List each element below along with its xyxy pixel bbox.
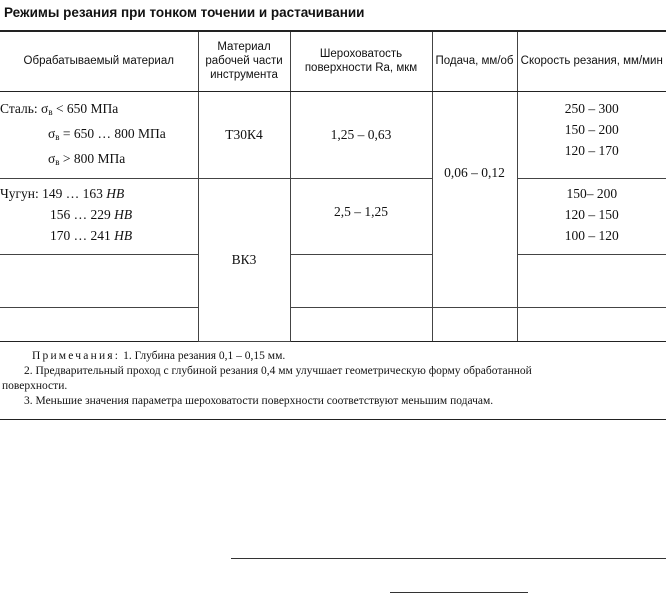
empty-cell (290, 254, 432, 307)
note-3: 3. Меньшие значения параметра шероховатости поверхности соответствуют меньшим подачам. (24, 395, 494, 407)
iron-label: Чугун: (0, 185, 43, 201)
steel-range-3: > 800 МПа (59, 150, 126, 166)
cutting-modes-table (0, 30, 666, 342)
header-speed: Скорость резания, мм/мин (517, 31, 666, 91)
empty-cell (0, 307, 198, 341)
empty-cell (517, 254, 666, 307)
note-1-text: 1. Глубина резания 0,1 – 0,15 мм. (120, 350, 286, 362)
sigma-symbol: σ (41, 100, 49, 116)
header-material: Обрабатываемый материал (0, 31, 198, 91)
speed-value: 100 – 120 (564, 227, 619, 243)
table-row (0, 178, 666, 254)
blank-line (231, 558, 666, 559)
iron-range-1: 149 … 163 (42, 185, 107, 201)
sigma-subscript: в (48, 106, 53, 117)
header-tool-material: Материал рабочей части инструмента (198, 31, 290, 91)
table-notes (2, 349, 656, 409)
iron-line-3 (0, 225, 198, 246)
hb-unit: HB (106, 185, 125, 201)
note-2 (24, 364, 656, 379)
table-row-empty (0, 254, 666, 307)
blank-line (390, 592, 528, 593)
steel-label: Сталь: (0, 100, 42, 116)
feed-cell: 0,06 – 0,12 (432, 91, 517, 254)
notes-divider (0, 419, 666, 420)
iron-material-cell (0, 178, 198, 254)
steel-line-1 (0, 98, 198, 123)
steel-range-2: = 650 … 800 МПа (59, 125, 166, 141)
steel-range-1: < 650 МПа (52, 100, 119, 116)
steel-tool-cell: Т30К4 (198, 91, 290, 178)
speed-value: 250 – 300 (564, 100, 619, 116)
note-1 (24, 349, 656, 364)
empty-cell (0, 254, 198, 307)
steel-speed-cell (517, 91, 666, 178)
table-header-row (0, 31, 666, 91)
sigma-symbol: σ (48, 150, 56, 166)
empty-cell (290, 307, 432, 341)
iron-range-3: 170 … 241 (50, 227, 115, 243)
steel-line-2 (0, 123, 198, 148)
empty-cell (517, 307, 666, 341)
note-2-text: 2. Предварительный проход с глубиной резания 0,4 мм улучшает геометрическую форму обработанной (24, 365, 532, 377)
steel-line-3 (0, 148, 198, 173)
steel-roughness-cell: 1,25 – 0,63 (290, 91, 432, 178)
sigma-subscript: в (55, 131, 60, 142)
page-title: Режимы резания при тонком точении и растачивании (4, 5, 365, 20)
header-feed: Подача, мм/об (432, 31, 517, 91)
table-row (0, 91, 666, 178)
hb-unit: HB (114, 206, 133, 222)
iron-tool-cell: ВК3 (198, 178, 290, 341)
speed-value: 120 – 150 (564, 206, 619, 222)
speed-value: 120 – 170 (564, 142, 619, 158)
iron-speed-cell (517, 178, 666, 254)
notes-label: Примечания: (32, 350, 121, 362)
empty-cell (432, 254, 517, 307)
iron-line-1 (0, 183, 198, 204)
table-row-empty (0, 307, 666, 341)
iron-range-2: 156 … 229 (50, 206, 115, 222)
note-2-continued: поверхности. (2, 380, 68, 392)
iron-roughness-cell: 2,5 – 1,25 (290, 178, 432, 254)
iron-line-2 (0, 204, 198, 225)
speed-value: 150– 200 (566, 185, 618, 201)
sigma-subscript: в (55, 156, 60, 167)
empty-cell (432, 307, 517, 341)
sigma-symbol: σ (48, 125, 56, 141)
steel-material-cell (0, 91, 198, 178)
header-roughness: Шероховатость поверхности Ra, мкм (290, 31, 432, 91)
hb-unit: HB (114, 227, 133, 243)
speed-value: 150 – 200 (564, 121, 619, 137)
